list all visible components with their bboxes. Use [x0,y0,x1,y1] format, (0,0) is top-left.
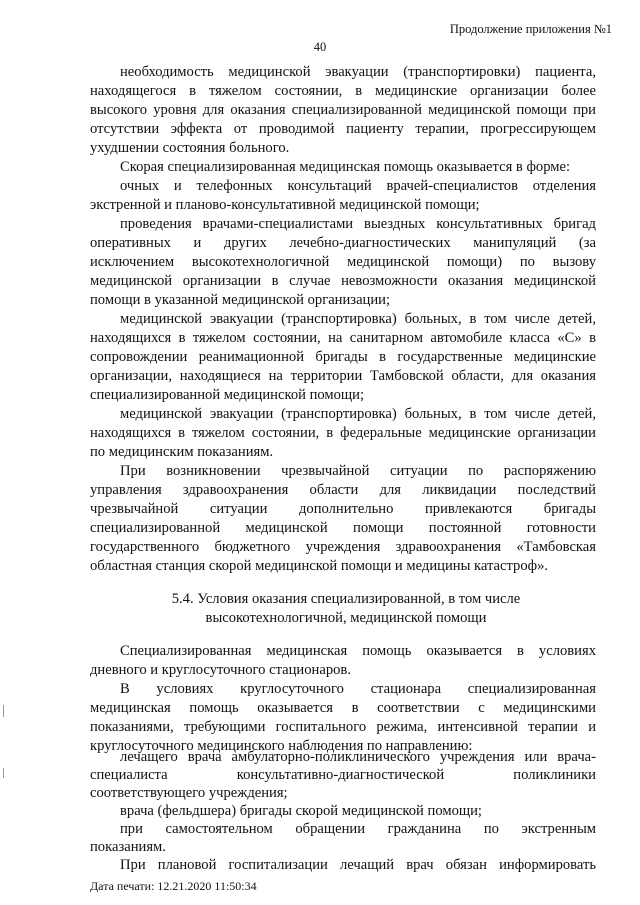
text-line: чрезвычайной ситуации дополнительно привлекаются бригады [90,501,596,517]
text-line: исключением высокотехнологичной медицинской помощи) по вызову [90,254,596,270]
text-line: находящихся в тяжелом состоянии, в федеральные медицинские организации [90,425,596,441]
text-line: оперативных и других лечебно-диагностических манипуляций (за [90,235,596,251]
text-line: показаниями, требующими госпитального режима, интенсивной терапии и [90,719,596,735]
text-line: при самостоятельном обращении гражданина по экстренным [120,821,596,837]
text-line: экстренной и планово-консультативной медицинской помощи; [90,197,480,213]
scan-mark [3,768,4,778]
text-line: помощи в указанной медицинской организации; [90,292,391,308]
text-line: находящихся в тяжелом состоянии, на санитарном автомобиле класса «С» в [90,330,596,346]
text-line: областная станция скорой медицинской помощи и медицины катастроф». [90,558,549,574]
section-title: высокотехнологичной, медицинской помощи [205,610,487,626]
section-title: 5.4. Условия оказания специализированной, в том числе [171,591,521,607]
text-line: проведения врачами-специалистами выездных консультативных бригад [120,216,596,232]
text-line: круглосуточного медицинского наблюдения по направлению: [90,738,473,754]
text-line: В условиях круглосуточного стационара специализированная [120,681,596,697]
print-date: Дата печати: 12.21.2020 11:50:34 [90,879,257,893]
page-number: 40 [313,40,327,54]
text-line: показаниям. [90,839,166,855]
text-line: медицинская помощь оказывается в соответствии с медицинскими [90,700,596,716]
text-line: врача (фельдшера) бригады скорой медицинской помощи; [120,803,482,819]
text-line: очных и телефонных консультаций врачей-специалистов отделения [120,178,596,194]
text-line: государственного бюджетного учреждения здравоохранения «Тамбовская [90,539,596,555]
scan-mark [3,705,4,717]
text-line: соответствующего учреждения; [90,785,288,801]
appendix-label: Продолжение приложения №1 [449,22,612,36]
text-line: лечащего врача амбулаторно-поликлинического учреждения или врача- [120,749,596,765]
text-line: медицинской эвакуации (транспортировка) больных, в том числе детей, [120,311,596,327]
text-line: Скорая специализированная медицинская помощь оказывается в форме: [120,159,571,175]
text-line: специалиста консультативно-диагностической поликлиники [90,767,596,783]
text-line: управления здравоохранения области для ликвидации последствий [90,482,596,498]
text-line: ухудшении состояния больного. [90,140,290,156]
text-line: медицинской эвакуации (транспортировка) больных, в том числе детей, [120,406,596,422]
text-line: При возникновении чрезвычайной ситуации по распоряжению [120,463,596,479]
text-line: высокого уровня для оказания специализированной медицинской помощи при [90,102,596,118]
text-line: Специализированная медицинская помощь оказывается в условиях [120,643,596,659]
text-line: сопровождении реанимационной бригады в государственные медицинские [90,349,596,365]
text-line: специализированной медицинской помощи; [90,387,365,403]
text-line: находящегося в тяжелом состоянии, в медицинские организации более [90,83,596,99]
text-line: медицинской организации в случае невозможности оказания медицинской [90,273,596,289]
text-line: дневного и круглосуточного стационаров. [90,662,351,678]
text-line: При плановой госпитализации лечащий врач обязан информировать [120,857,596,873]
text-line: специализированной медицинской помощи постоянной готовности [90,520,596,536]
text-line: организации, находящиеся на территории Тамбовской области, для оказания [90,368,596,384]
text-line: необходимость медицинской эвакуации (транспортировки) пациента, [120,64,596,80]
text-line: отсутствии эффекта от проводимой пациенту терапии, прогрессирующем [90,121,596,137]
text-line: по медицинским показаниям. [90,444,274,460]
